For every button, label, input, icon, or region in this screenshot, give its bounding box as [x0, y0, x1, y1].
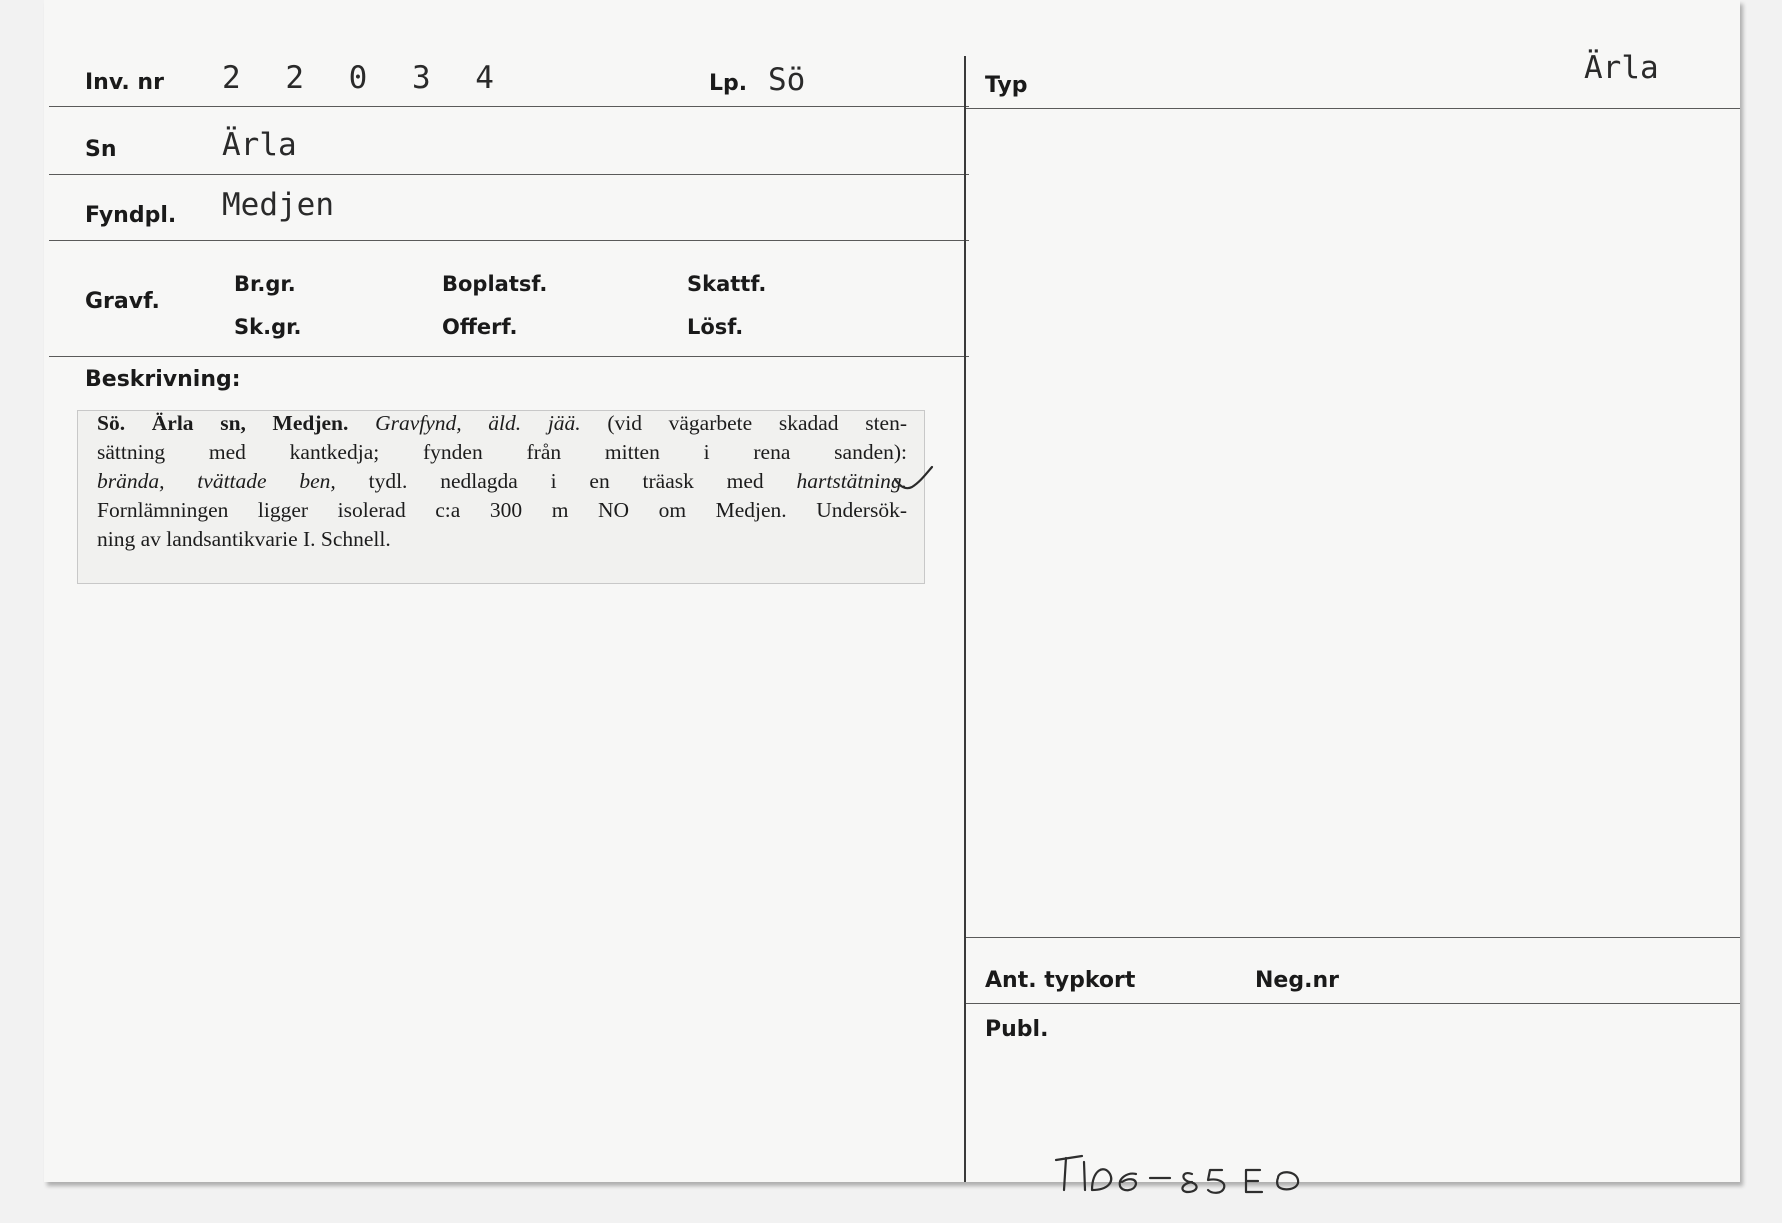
boplatsf-label: Boplatsf.: [442, 272, 548, 296]
rule-fyndpl: [49, 240, 969, 241]
skgr-label: Sk.gr.: [234, 315, 302, 339]
fyndpl-label: Fyndpl.: [85, 203, 177, 228]
rule-inv: [49, 106, 969, 107]
offerf-label: Offerf.: [442, 315, 518, 339]
index-card: [44, 0, 1740, 1182]
description-italic: brända, tvättade ben,: [97, 469, 336, 493]
rule-typ: [966, 108, 1740, 109]
rule-sn: [49, 174, 969, 175]
description-line-4: Fornlämningen ligger isolerad c:a 300 m NO om Medjen. Undersök-: [97, 498, 907, 522]
description-slip: [77, 410, 925, 584]
handwritten-number: [1052, 1150, 1352, 1200]
beskrivning-label: Beskrivning:: [85, 367, 241, 392]
sn-label: Sn: [85, 137, 117, 162]
description-line-3: [97, 469, 907, 494]
inv-nr-value: 2 2 0 3 4: [222, 60, 507, 96]
column-divider: [964, 56, 966, 1182]
corner-value: Ärla: [1584, 50, 1659, 86]
description-text: tydl. nedlagda i en träask med: [368, 469, 764, 493]
fyndpl-value: Medjen: [222, 187, 334, 223]
sn-value: Ärla: [222, 127, 297, 163]
publ-label: Publ.: [985, 1017, 1049, 1042]
losf-label: Lösf.: [687, 315, 744, 339]
rule-gravf: [49, 356, 969, 357]
neg-nr-label: Neg.nr: [1255, 968, 1339, 993]
description-line-1: [97, 411, 907, 436]
lp-value: Sö: [768, 62, 806, 98]
inv-nr-label: Inv. nr: [85, 70, 164, 95]
description-italic: hartstätning.: [796, 469, 907, 493]
gravf-label: Gravf.: [85, 289, 160, 314]
description-line-5: ning av landsantikvarie I. Schnell.: [97, 527, 391, 551]
description-italic: Gravfynd, äld. jää.: [375, 411, 581, 435]
ant-typkort-label: Ant. typkort: [985, 968, 1136, 993]
brgr-label: Br.gr.: [234, 272, 296, 296]
description-bold: Sö. Ärla sn, Medjen.: [97, 411, 349, 435]
rule-ant-top: [966, 937, 1740, 938]
skattf-label: Skattf.: [687, 272, 767, 296]
description-line-2: sättning med kantkedja; fynden från mitten i rena sanden):: [97, 440, 907, 464]
description-text: (vid vägarbete skadad sten-: [607, 411, 908, 435]
rule-ant-bottom: [966, 1003, 1740, 1004]
typ-label: Typ: [985, 73, 1028, 98]
checkmark-icon: [892, 465, 934, 499]
lp-label: Lp.: [709, 71, 748, 96]
